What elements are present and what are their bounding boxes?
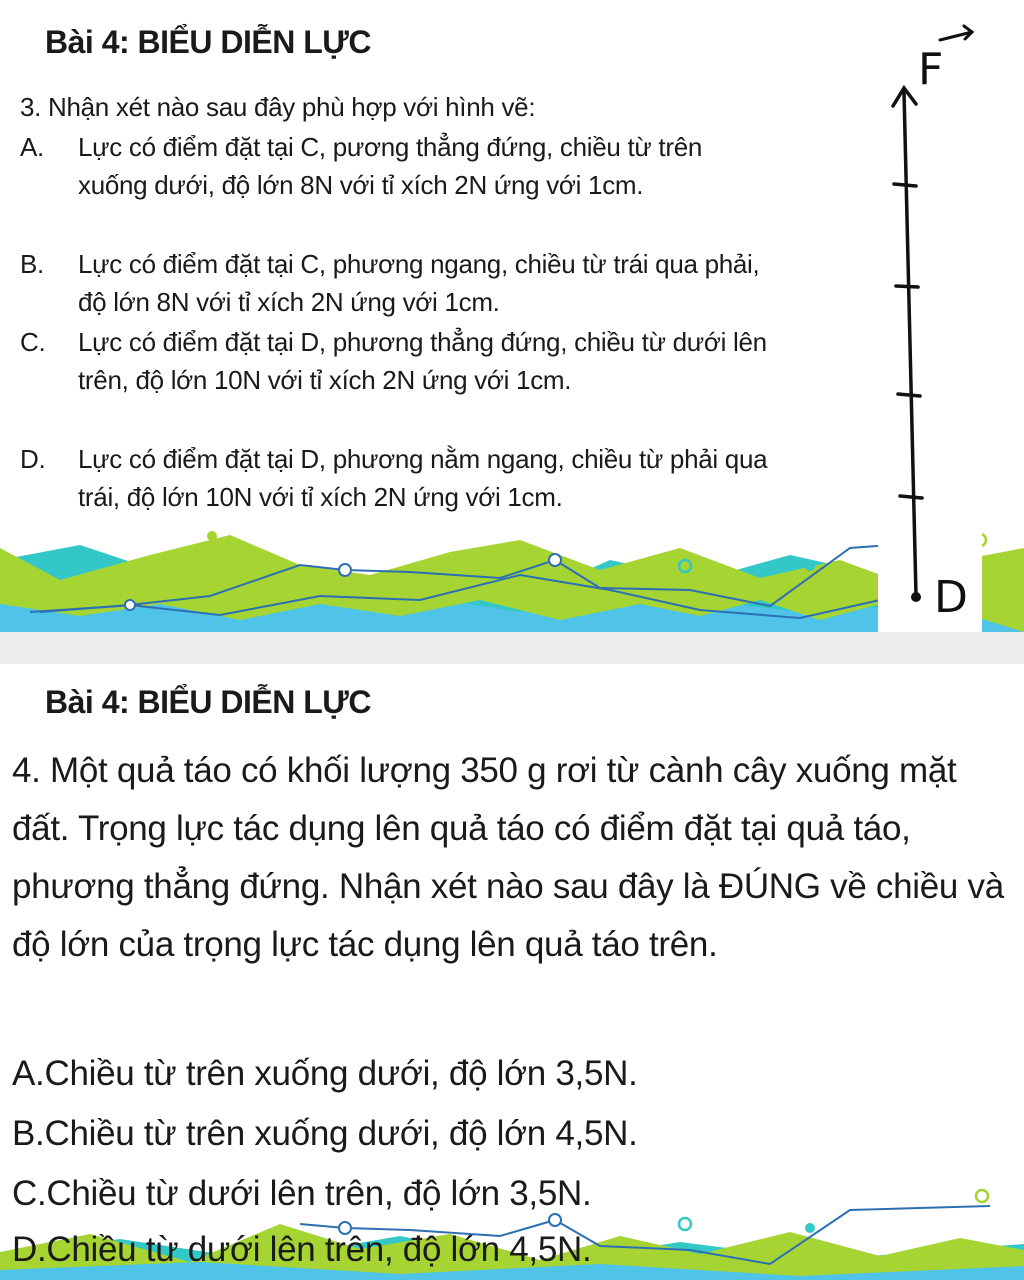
slide-1: [0, 0, 1024, 632]
option-text: Lực có điểm đặt tại D, phương nằm ngang, chiều từ phải qua trái, độ lớn 10N với tỉ xích 2N ứng với 1cm.: [78, 444, 768, 512]
force-arrow: [893, 88, 922, 595]
point-label-d: D: [934, 572, 968, 623]
option-d[interactable]: D.Chiều từ dưới lên trên, độ lớn 4,5N.: [12, 1230, 592, 1269]
option-letter: B.: [20, 249, 44, 279]
option-b[interactable]: B.Chiều từ trên xuống dưới, độ lớn 4,5N.: [12, 1114, 638, 1153]
option-c[interactable]: C.Chiều từ dưới lên trên, độ lớn 3,5N.: [12, 1174, 592, 1213]
vector-label-f: F: [918, 44, 944, 95]
option-letter: A.: [20, 132, 44, 162]
question-text: 3. Nhận xét nào sau đây phù hợp với hình vẽ:: [20, 92, 536, 122]
option-letter: C.: [20, 327, 46, 357]
question-text: 4. Một quả táo có khối lượng 350 g rơi từ cành cây xuống mặt đất. Trọng lực tác dụng lên quả táo có điểm đặt tại quả táo, phương thẳng đứng. Nhận xét nào sau đây là ĐÚNG về chiều và độ lớn của trọng lực tác dụng lên quả táo trên.: [12, 751, 1004, 964]
point-d-dot: [911, 592, 921, 602]
slide-separator: [0, 632, 1024, 664]
option-text: Lực có điểm đặt tại C, pương thẳng đứng, chiều từ trên xuống dưới, độ lớn 8N với tỉ xích 2N ứng với 1cm.: [78, 132, 703, 200]
force-vector-figure: [860, 20, 1000, 620]
slide-title: Bài 4: BIỂU DIỄN LỰC: [45, 24, 371, 60]
option-a[interactable]: A.Chiều từ trên xuống dưới, độ lớn 3,5N.: [12, 1054, 638, 1093]
slide-2: [0, 664, 1024, 1280]
option-text: Lực có điểm đặt tại D, phương thẳng đứng, chiều từ dưới lên trên, độ lớn 10N với tỉ xích 2N ứng với 1cm.: [78, 327, 767, 395]
slide-title: Bài 4: BIỂU DIỄN LỰC: [45, 684, 371, 720]
vector-arrow-icon: [940, 26, 972, 40]
option-letter: D.: [20, 444, 46, 474]
option-text: Lực có điểm đặt tại C, phương ngang, chiều từ trái qua phải, độ lớn 8N với tỉ xích 2N ứng với 1cm.: [78, 249, 760, 317]
